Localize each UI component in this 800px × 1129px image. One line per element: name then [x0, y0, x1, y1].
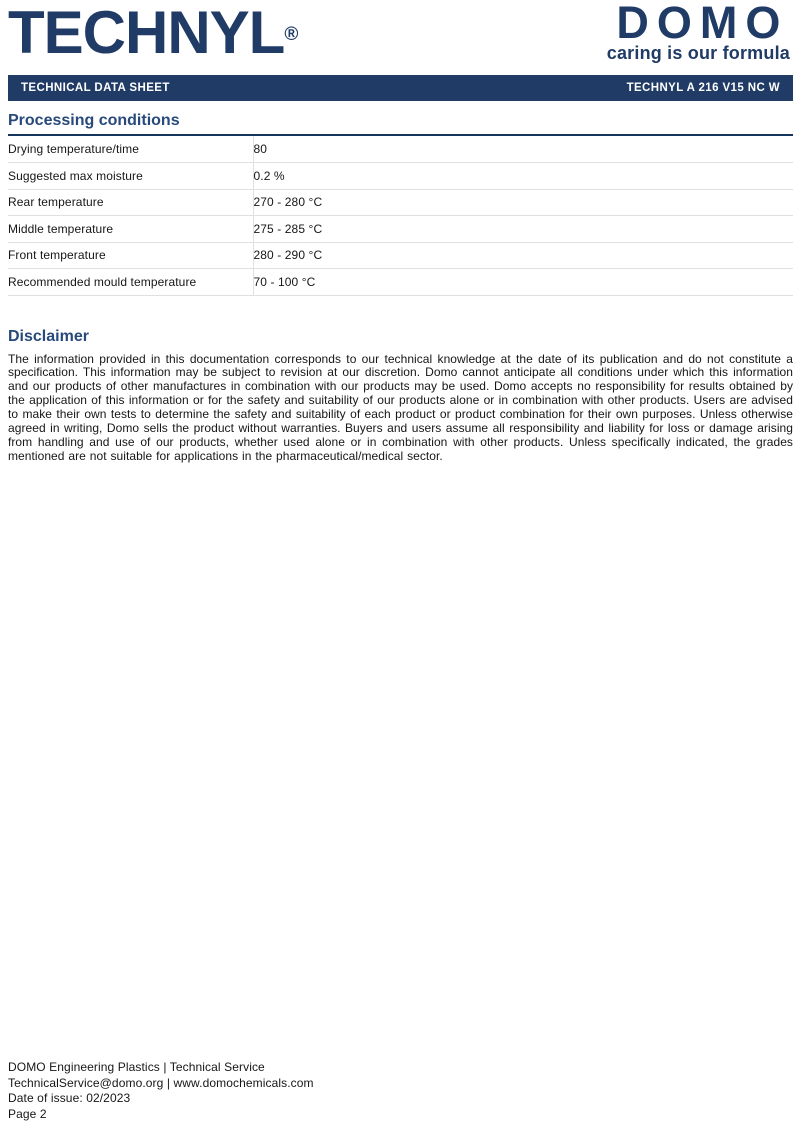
document-type-label: TECHNICAL DATA SHEET — [21, 82, 170, 94]
footer-service-line: DOMO Engineering Plastics | Technical Service — [8, 1060, 265, 1074]
row-label: Front temperature — [8, 242, 253, 269]
table-row — [8, 163, 793, 190]
disclaimer-text: The information provided in this documentation corresponds to our technical knowledge at the date of its publication and do not constitute a specification. This information may be subject to revision at our discretion. Domo cannot anticipate all conditions under which this information and our products of other manufactures in combination with our products may be used. Domo accepts no responsibility for results obtained by the application of this information or for the safety and suitability of our products alone or in combination with other products. Users are advised to make their own tests to determine the safety and suitability of each product or product combination for their own purposes. Unless otherwise agreed in writing, Domo sells the product without warranties. Buyers and users assume all responsibility and liability for loss or damage arising from handling and use of our products, whether used alone or in combination with other products. Unless specifically indicated, the grades mentioned are not suitable for applications in the pharmaceutical/medical sector. — [8, 351, 793, 463]
footer-date-of-issue: Date of issue: 02/2023 — [8, 1091, 131, 1105]
row-label: Recommended mould temperature — [8, 269, 253, 296]
row-value: 70 - 100 °C — [253, 269, 793, 296]
product-name-label: TECHNYL A 216 V15 NC W — [626, 82, 780, 94]
footer-page-number: Page 2 — [8, 1106, 47, 1121]
footer-contact-line: TechnicalService@domo.org | www.domochemicals.com — [8, 1075, 314, 1090]
page-footer — [8, 1060, 314, 1122]
masthead — [8, 0, 793, 75]
row-value: 275 - 285 °C — [253, 216, 793, 243]
row-value: 270 - 280 °C — [253, 189, 793, 216]
processing-conditions-table — [8, 136, 793, 296]
technyl-wordmark: TECHNYL — [8, 0, 285, 66]
registered-trademark-icon: ® — [284, 24, 299, 45]
disclaimer-heading: Disclaimer — [8, 327, 89, 345]
technyl-logo — [8, 0, 299, 66]
row-value: 80 — [253, 136, 793, 163]
row-label: Middle temperature — [8, 216, 253, 243]
table-row — [8, 189, 793, 216]
table-row — [8, 136, 793, 163]
domo-wordmark: DOMO — [616, 0, 789, 48]
title-bar — [8, 75, 793, 101]
domo-logo — [606, 0, 793, 63]
row-value: 0.2 % — [253, 163, 793, 190]
table-row — [8, 242, 793, 269]
table-row — [8, 269, 793, 296]
domo-tagline: caring is our formula — [606, 43, 790, 63]
row-value: 280 - 290 °C — [253, 242, 793, 269]
row-label: Rear temperature — [8, 189, 253, 216]
row-label: Drying temperature/time — [8, 136, 253, 163]
table-row — [8, 216, 793, 243]
row-label: Suggested max moisture — [8, 163, 253, 190]
processing-conditions-heading: Processing conditions — [8, 111, 793, 136]
